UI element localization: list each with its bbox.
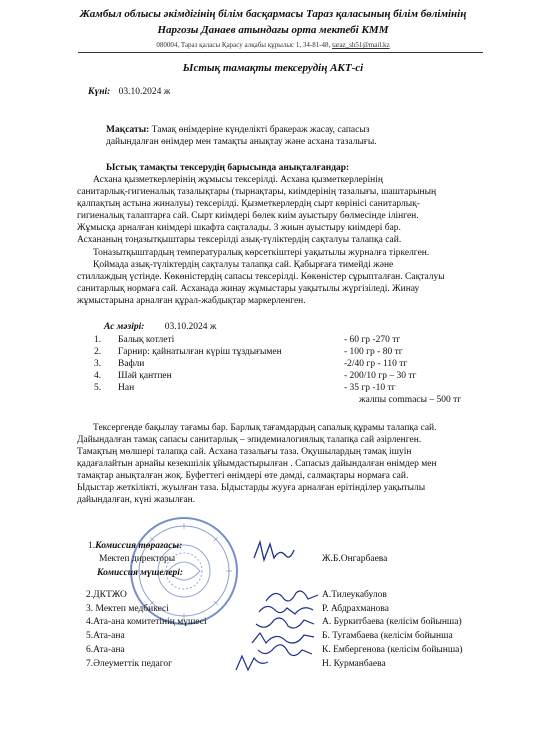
menu-item-name: Нан [118, 383, 135, 393]
findings-line: Асхананың тоңазытқыштары тексерілді азық-түліктердің сақталуы талапқа сай. [77, 235, 402, 245]
date-label: Күні: [88, 87, 111, 97]
findings-line: Тоназытқыштардың температуралық көрсеткіштері уақытылы журналға тіркелген. [93, 248, 430, 258]
members-heading: Комиссия мүшелері: [97, 568, 184, 578]
document-title: Ыстық тамақты тексерудің АКТ-сі [182, 62, 364, 74]
conclusion-line: қадағалайтын арнайы кезекшілік ұйымдастырылған . Сапасыз дайындалған өнімдер мен [77, 459, 437, 469]
address-text: 080004, Тараз қаласы Қарасу алқабы құрылыс 1, 34-81-48, [156, 41, 333, 49]
conclusion-line: тамақтар анықталған жоқ. Буфеттегі өнімдері өте дәмді, салмақтары нормаға сай. [77, 471, 409, 481]
chair-heading: Комиссия төрағасы: [95, 541, 183, 551]
conclusion-line: дайындалған, күні жазылған. [77, 495, 196, 505]
header-divider [78, 52, 483, 53]
findings-line: санитарлық нормаға сай. Асханада жинау жұмыстары уақытылы жүргізіледі. Жинау [77, 284, 420, 294]
chair-role: Мектеп директоры [99, 554, 176, 564]
member-role: 2.ДКТЖО [86, 590, 127, 600]
member-role: 3. Мектеп медбикесі [86, 604, 169, 614]
purpose-label: Мақсаты: [106, 125, 150, 135]
menu-label: Ас мәзірі: [104, 322, 145, 332]
school-header-line1: Жамбыл облысы әкімдігінің білім басқармасы Тараз қаласының білім бөлімінің [79, 8, 467, 20]
member-name: К. Ембергенова (келісім бойынша) [322, 645, 463, 655]
member-name: А. Буркитбаева (келісім бойынша) [322, 617, 462, 627]
menu-item-name: Гарнир: қайнатылған күріш тұздығымен [118, 347, 282, 357]
menu-item-name: Балық котлеті [118, 335, 175, 345]
member-name: Р. Абдрахманова [322, 604, 389, 614]
member-role: 6.Ата-ана [86, 645, 125, 655]
menu-item-amount: - 60 гр -270 тг [344, 335, 401, 345]
school-header-line2: Наргозы Данаев атындағы орта мектебі КММ [157, 24, 389, 36]
date-line [88, 87, 170, 99]
member-name: Б. Тугамбаева (келісім бойынша [322, 631, 453, 641]
member-role: 4.Ата-ана комитетінің мүшесі [86, 617, 207, 627]
findings-line: қалпақтың астына жиналуы) тексерілді. Қызметкерлердің сырт көрінісі санитарлық- [77, 199, 420, 209]
findings-line: стиллаждың үстінде. Көкөністердің сапасы тексерілді. Көкөністер сұрыпталған. Сақталуы [77, 272, 445, 282]
member-name: Н. Курманбаева [322, 659, 386, 669]
findings-line: гигиеналық талаптарға сай. Сырт киімдері бөлек киім ауыстыру бөлмесінде ілінген. [77, 211, 419, 221]
findings-line: Жұмысқа арналған киімдері шкафта сақталады. 3 жиын ауыстыру киімдері бар. [77, 223, 401, 233]
menu-heading [104, 322, 217, 334]
findings-line: Асхана қызметкерлерінің жұмысы тексерілді. Асхана қызметкерлерінің [93, 175, 383, 185]
findings-line: Қоймада азық-түліктердің сақталуы талапқа сай. Қабырғаға тимейді және [93, 260, 394, 270]
signature-chair [250, 538, 298, 566]
school-address [0, 41, 546, 49]
conclusion-line: Тексергенде бақылау тағамы бар. Барлық тағамдардың сапалық құрамы талапқа сай. [93, 423, 437, 433]
chair-name: Ж.Б.Онгарбаева [322, 554, 388, 564]
menu-item-amount: - 35 гр -10 тг [344, 383, 396, 393]
menu-item-amount: - 200/10 гр – 30 тг [344, 371, 417, 381]
member-name: А.Тилеукабулов [322, 590, 387, 600]
menu-item-no: 1. [94, 335, 102, 345]
conclusion-line: Тамақтың мөлшері талапқа сай. Асхана тазалығы таза. Оқушылардың тамақ ішуін [77, 447, 412, 457]
purpose-line2: дайындалған өнімдер мен тамақты анықтау және асхана тазалығы. [106, 137, 377, 147]
date-value: 03.10.2024 ж [118, 87, 171, 97]
menu-total: жалпы сommасы – 500 тг [359, 395, 462, 405]
member-role: 7.Әлеуметтік педагог [86, 659, 173, 669]
findings-heading: Ыстық тамақты тексерудің барысында анықталғандар: [106, 163, 350, 173]
findings-line: санитарлық-гигиеналық тазалықтары (тырнақтары, киімдерінің тазалығы, шаштарының [77, 187, 437, 197]
signature-member [232, 652, 272, 674]
menu-item-no: 2. [94, 347, 102, 357]
menu-item-no: 3. [94, 359, 102, 369]
findings-line: жұмыстарына арналған құрал-жабдықтар маркерленген. [77, 296, 306, 306]
member-role: 5.Ата-ана [86, 631, 125, 641]
menu-date: 03.10.2024 ж [164, 322, 217, 332]
menu-item-no: 4. [94, 371, 102, 381]
conclusion-line: Ыдыстар жеткілікті, жуылған таза. Ыдыстарды жууға арналған ерітінділер уақытылы [77, 483, 426, 493]
menu-item-amount: - 100 гр - 80 тг [344, 347, 403, 357]
conclusion-line: Дайындалған тамақ сапасы санитарлық – эпидемиалогиялық талапқа сай әзірленген. [77, 435, 422, 445]
menu-item-name: Вафли [118, 359, 145, 369]
school-email: taraz_sh51@mail.kz [332, 41, 390, 49]
purpose-text1: Тамақ өнімдеріне күнделікті бракераж жасау, сапасыз [149, 125, 370, 135]
commission-chair-heading-line [88, 541, 182, 553]
chair-prefix: 1. [88, 541, 96, 551]
purpose-line1 [106, 125, 370, 137]
menu-item-amount: -2/40 гр - 110 тг [344, 359, 408, 369]
menu-item-no: 5. [94, 383, 102, 393]
menu-item-name: Шәй қантпен [118, 371, 172, 381]
